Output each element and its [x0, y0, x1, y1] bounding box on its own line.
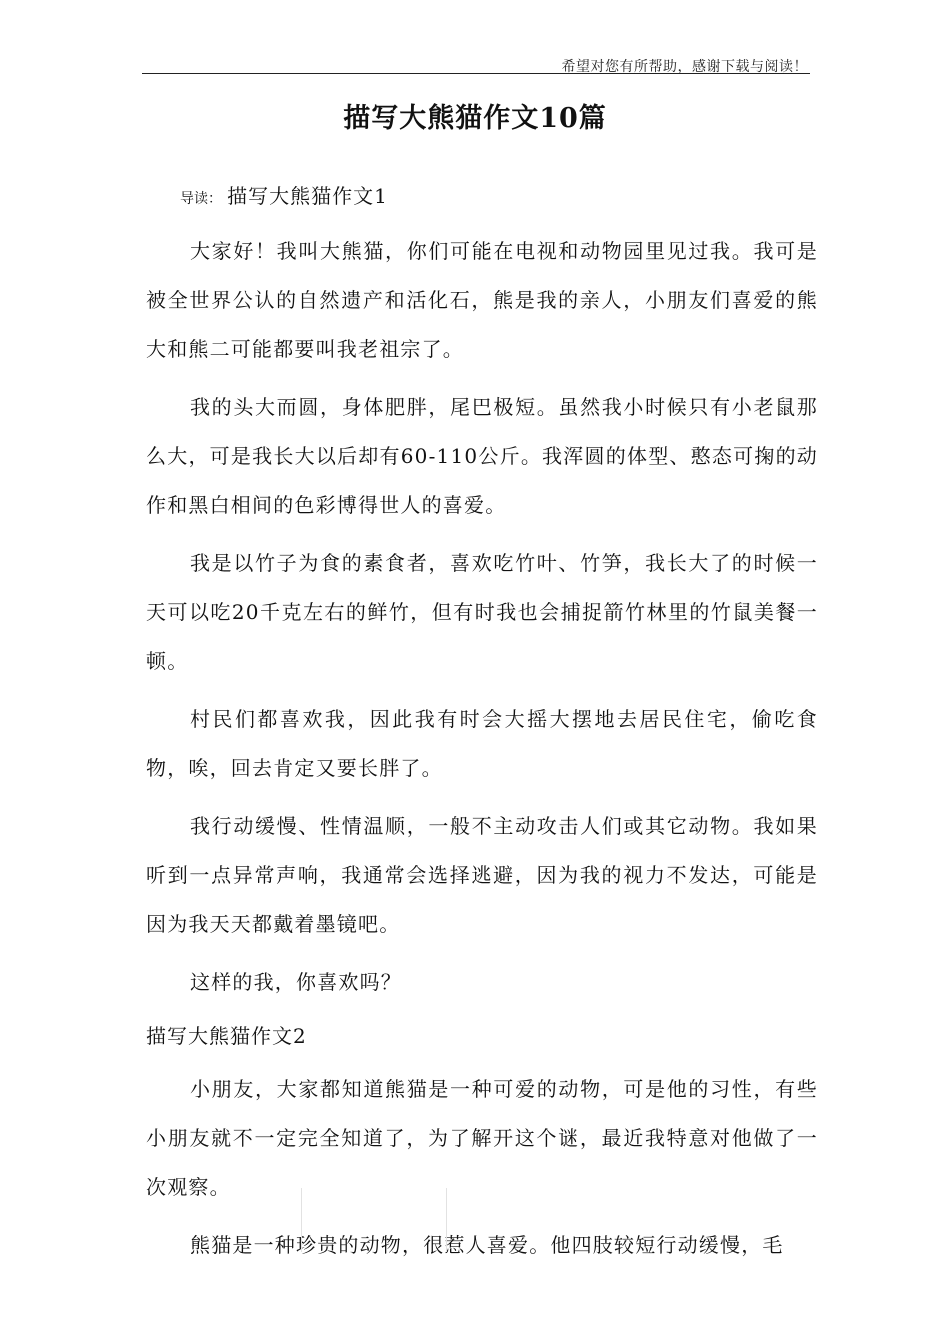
paragraph: 大家好！我叫大熊猫，你们可能在电视和动物园里见过我。我可是被全世界公认的自然遗产和活化石，熊是我的亲人，小朋友们喜爱的熊大和熊二可能都要叫我老祖宗了。 [146, 239, 818, 361]
guide-line [180, 176, 818, 219]
document-title: 描写大熊猫作文10篇 [343, 103, 607, 134]
document-body [146, 176, 818, 1279]
paragraph: 村民们都喜欢我，因此我有时会大摇大摆地去居民住宅，偷吃食物，唉，回去肯定又要长胖了。 [146, 707, 818, 780]
header-note: 希望对您有所帮助，感谢下载与阅读！ [561, 59, 808, 75]
paragraph: 我的头大而圆，身体肥胖，尾巴极短。虽然我小时候只有小老鼠那么大，可是我长大以后却有60-110公斤。我浑圆的体型、憨态可掬的动作和黑白相间的色彩博得世人的喜爱。 [146, 395, 818, 517]
paragraph: 我行动缓慢、性情温顺，一般不主动攻击人们或其它动物。我如果听到一点异常声响，我通常会选择逃避，因为我的视力不发达，可能是因为我天天都戴着墨镜吧。 [146, 814, 818, 936]
faint-divider-line [446, 1188, 447, 1252]
paragraph: 熊猫是一种珍贵的动物，很惹人喜爱。他四肢较短行动缓慢，毛 [190, 1233, 784, 1257]
essay-2-heading: 描写大熊猫作文2 [146, 1024, 307, 1048]
paragraph: 我是以竹子为食的素食者，喜欢吃竹叶、竹笋，我长大了的时候一天可以吃20千克左右的鲜竹，但有时我也会捕捉箭竹林里的竹鼠美餐一顿。 [146, 551, 818, 673]
guide-label: 导读： [180, 191, 222, 207]
paragraph: 小朋友，大家都知道熊猫是一种可爱的动物，可是他的习性，有些小朋友就不一定完全知道了，为了解开这个谜，最近我特意对他做了一次观察。 [146, 1077, 818, 1199]
paragraph: 这样的我，你喜欢吗？ [190, 970, 402, 994]
faint-divider-line [301, 1188, 302, 1252]
header-divider [142, 73, 810, 74]
essay-1-heading: 描写大熊猫作文1 [227, 184, 388, 208]
